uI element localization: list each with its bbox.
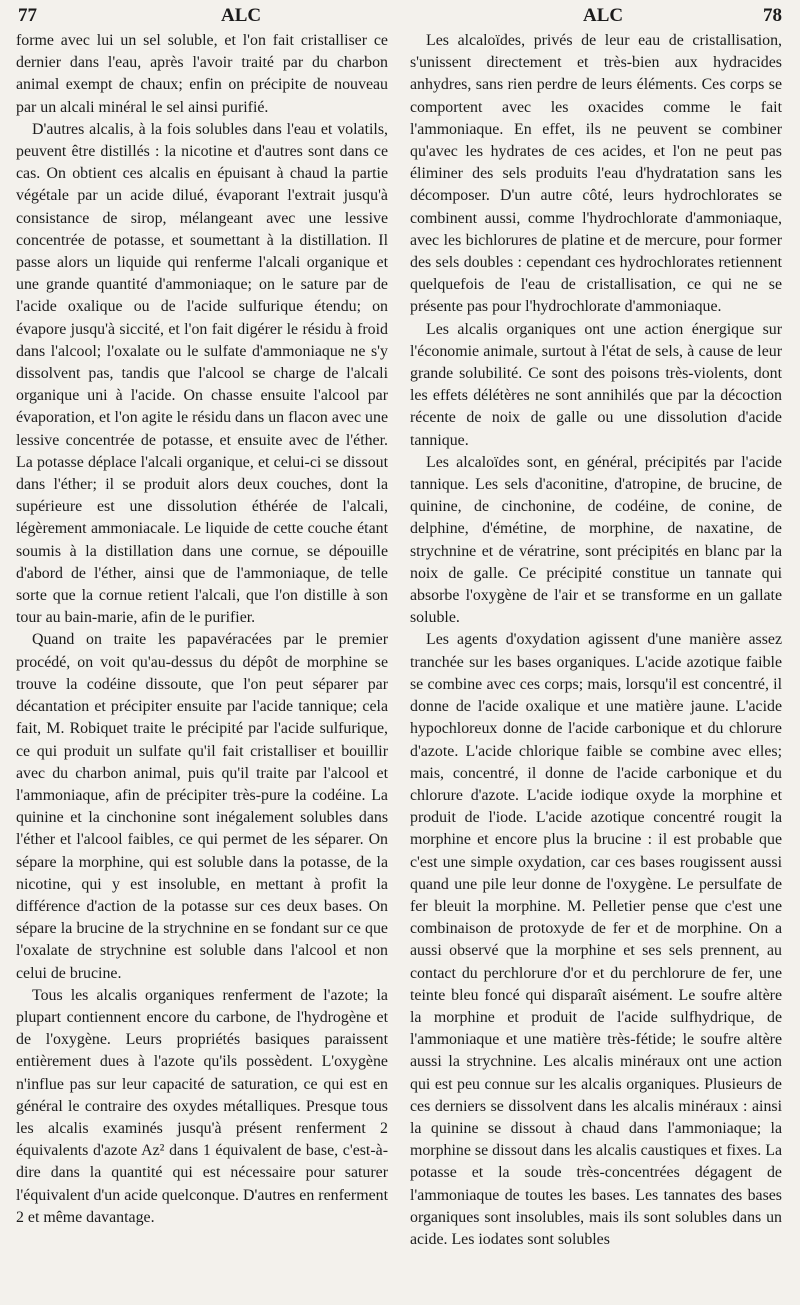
- left-running-head: ALC: [221, 5, 262, 26]
- right-page-number: 78: [763, 5, 782, 26]
- right-column: [410, 30, 782, 1251]
- paragraph: forme avec lui un sel soluble, et l'on fait cristalliser ce dernier dans l'eau, après l'avoir traité par du charbon animal exempt de chaux; enfin on précipite de nouveau par un alcali minéral le sel ainsi purifié.: [16, 32, 388, 116]
- paragraph: Tous les alcalis organiques renferment de l'azote; la plupart contiennent encore du carbone, de l'hydrogène et de l'oxygène. Leurs propriétés basiques paraissent entièrement dues à l'azote qu'ils possèdent. L'oxygène n'influe pas sur leur capacité de saturation, ce qui est en général le contraire des oxydes métalliques. Presque tous les alcalis examinés jusqu'à présent renferment 2 équivalents d'azote Az² dans 1 équivalent de base, c'est-à-dire dans la quantité qui est nécessaire pour saturer l'équivalent d'un acide quelconque. D'autres en renferment 2 et même davantage.: [16, 986, 388, 1226]
- paragraph: Les alcaloïdes sont, en général, précipités par l'acide tannique. Les sels d'aconitine, d'atropine, de brucine, de quinine, de cinchonine, de codéine, de conine, de delphine, d'émétine, de morphine, de naxatine, de strychnine et de vératrine, sont précipités en blanc par la noix de galle. Ce précipité constitue un tannate qui absorbe l'oxygène de l'air et se transforme en un gallate soluble.: [410, 453, 782, 627]
- paragraph: Les alcaloïdes, privés de leur eau de cristallisation, s'unissent directement et très-bien aux hydracides anhydres, sans rien perdre de leurs éléments. Ces corps se comportent avec les oxacides comme le fait l'ammoniaque. En effet, ils ne peuvent se combiner qu'avec les hydrates de ces acides, et l'on ne peut pas éliminer des sels produits l'eau d'hydratation sans les décomposer. D'un autre côté, leurs hydrochlorates se combinent aussi, comme l'hydrochlorate d'ammoniaque, avec les bichlorures de platine et de mercure, pour former des sels doubles : cependant ces hydrochlorates retiennent quelquefois de l'eau de cristallisation, ce qui ne se présente pas pour l'hydrochlorate d'ammoniaque.: [410, 32, 782, 316]
- left-column: [16, 30, 388, 1229]
- paragraph: Quand on traite les papavéracées par le premier procédé, on voit qu'au-dessus du dépôt de morphine se trouve la codéine dissoute, que l'on peut séparer par décantation et précipiter ensuite par l'acide tannique; cela fait, M. Robiquet traite le précipité par l'acide sulfurique, ce qui produit un sulfate qu'il fait cristalliser et bouillir avec du charbon animal, puis qu'il traite par l'alcool et l'ammoniaque, afin de précipiter très-pure la codéine. La quinine et la cinchonine sont inégalement solubles dans l'éther et l'alcool faibles, ce qui permet de les séparer. On sépare la morphine, qui est soluble dans la potasse, de la nicotine, qui y est insoluble, en mettant à profit la différence d'action de la potasse sur ces deux bases. On sépare la brucine de la strychnine en se fondant sur ce que l'oxalate de strychnine est soluble dans l'alcool et non celui de brucine.: [16, 631, 388, 982]
- left-page-number: 77: [18, 5, 37, 26]
- paragraph: Les agents d'oxydation agissent d'une manière assez tranchée sur les bases organiques. L'acide azotique faible se combine avec ces corps; mais, lorsqu'il est concentré, il donne de l'acide oxalique et une matière jaune. L'acide hypochloreux donne de l'acide carbonique et du chlorure d'azote. L'acide chlorique faible se combine avec elles; mais, concentré, il donne de l'acide carbonique et du chlorure d'azote. L'acide iodique oxyde la morphine et produit de l'iode. L'acide azotique concentré rougit la morphine et encore plus la brucine : il est probable que c'est une simple oxydation, car ces bases rougissent aussi quand une pile leur donne de l'oxygène. Le persulfate de fer bleuit la morphine. M. Pelletier pense que c'est une combinaison de protoxyde de fer et de morphine. On a aussi observé que la morphine et ses sels prennent, au contact du perchlorure d'or et du perchlorure de fer, une teinte bleu foncé qui disparaît aisément. Le soufre altère la morphine et produit de l'acide sulfhydrique, de l'ammoniaque et une matière très-fétide; le soufre altère aussi la strychnine. Les alcalis minéraux ont une action qui est peu connue sur les alcalis organiques. Plusieurs de ces derniers se dissolvent dans les alcalis minéraux : ainsi la quinine se dissout à chaud dans l'ammoniaque; la morphine se dissout dans les alcalis caustiques et fixes. La potasse et la soude très-concentrées dégagent de l'ammoniaque de toutes les bases. Les tannates des bases organiques sont insolubles, mais ils sont solubles dans un acide. Les iodates sont solubles: [410, 631, 782, 1248]
- right-running-head: ALC: [583, 5, 624, 26]
- paragraph: Les alcalis organiques ont une action énergique sur l'économie animale, surtout à l'état de sels, à cause de leur grande solubilité. Ce sont des poisons très-violents, dont les effets délétères ne sont annihilés que par la décoction récente de noix de galle ou une dissolution d'acide tannique.: [410, 320, 782, 449]
- paragraph: D'autres alcalis, à la fois solubles dans l'eau et volatils, peuvent être distillés : la nicotine et d'autres sont dans ce cas. On obtient ces alcalis en épuisant à chaud la partie végétale par un acide dilué, évaporant l'extrait jusqu'à consistance de sirop, mélangeant avec une lessive concentrée de potasse, et soumettant à la distillation. Il passe alors un liquide qui renferme l'alcali organique et une grande quantité d'ammoniaque; on le sature par de l'acide oxalique ou de l'acide sulfurique étendu; on évapore jusqu'à siccité, et l'on fait digérer le résidu à froid dans l'alcool; l'oxalate ou le sulfate d'ammoniaque ne s'y dissolvent pas, tandis que l'alcool se charge de l'alcali organique uni à l'acide. On chasse ensuite l'alcool par évaporation, et l'on agite le résidu dans un flacon avec une lessive concentrée de potasse, et ensuite avec de l'éther. La potasse déplace l'alcali organique, et celui-ci se dissout dans l'éther; il se produit alors deux couches, dont la supérieure est une dissolution éthérée de l'alcali, légèrement ammoniacale. Le liquide de cette couche étant soumis à la distillation dans une cornue, se dépouille d'abord de l'éther, ainsi que de l'ammoniaque, de telle sorte que la cornue retient l'alcali, que l'on distille à son tour au bain-marie, afin de le purifier.: [16, 120, 388, 627]
- running-header: [16, 4, 784, 28]
